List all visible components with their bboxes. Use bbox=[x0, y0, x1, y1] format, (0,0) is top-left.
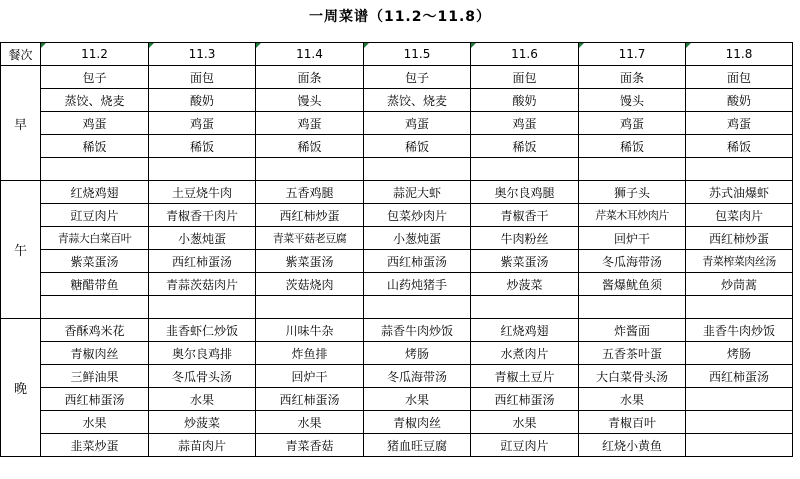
dish-cell: 芹菜木耳炒肉片 bbox=[579, 204, 686, 227]
dish-cell: 狮子头 bbox=[579, 181, 686, 204]
dish-cell: 稀饭 bbox=[364, 135, 471, 158]
meal-label-dinner: 晚 bbox=[1, 319, 41, 457]
dish-cell: 五香茶叶蛋 bbox=[579, 342, 686, 365]
date-header-cell: 11.5 bbox=[364, 43, 471, 66]
dish-cell: 烤肠 bbox=[364, 342, 471, 365]
dish-cell: 川味牛杂 bbox=[256, 319, 364, 342]
table-row bbox=[1, 89, 793, 112]
dish-cell: 豇豆肉片 bbox=[471, 434, 579, 457]
dish-cell: 青蒜大白菜百叶 bbox=[41, 227, 149, 250]
dish-cell: 蒜泥大虾 bbox=[364, 181, 471, 204]
dish-cell: 稀饭 bbox=[41, 135, 149, 158]
dish-cell: 水果 bbox=[149, 388, 256, 411]
dish-cell: 西红柿蛋汤 bbox=[256, 388, 364, 411]
dish-cell: 青椒土豆片 bbox=[471, 365, 579, 388]
dish-cell: 包子 bbox=[364, 66, 471, 89]
dish-cell: 奥尔良鸡排 bbox=[149, 342, 256, 365]
dish-cell: 炸酱面 bbox=[579, 319, 686, 342]
dish-cell: 蒸饺、烧麦 bbox=[41, 89, 149, 112]
dish-cell: 酸奶 bbox=[686, 89, 793, 112]
dish-cell bbox=[364, 296, 471, 319]
dish-cell bbox=[41, 296, 149, 319]
dish-cell: 包子 bbox=[41, 66, 149, 89]
dish-cell bbox=[686, 388, 793, 411]
dish-cell: 大白菜骨头汤 bbox=[579, 365, 686, 388]
dish-cell bbox=[256, 296, 364, 319]
dish-cell bbox=[41, 158, 149, 181]
dish-cell: 水果 bbox=[41, 411, 149, 434]
dish-cell: 冬瓜海带汤 bbox=[364, 365, 471, 388]
dish-cell: 紫菜蛋汤 bbox=[471, 250, 579, 273]
dish-cell: 鸡蛋 bbox=[149, 112, 256, 135]
date-header-cell: 11.7 bbox=[579, 43, 686, 66]
dish-cell: 牛肉粉丝 bbox=[471, 227, 579, 250]
dish-cell: 水果 bbox=[579, 388, 686, 411]
table-row bbox=[1, 342, 793, 365]
dish-cell: 五香鸡腿 bbox=[256, 181, 364, 204]
table-row bbox=[1, 66, 793, 89]
dish-cell: 韭香牛肉炒饭 bbox=[686, 319, 793, 342]
table-row bbox=[1, 204, 793, 227]
dish-cell: 稀饭 bbox=[579, 135, 686, 158]
dish-cell: 土豆烧牛肉 bbox=[149, 181, 256, 204]
dish-cell bbox=[256, 158, 364, 181]
date-header-cell: 11.2 bbox=[41, 43, 149, 66]
dish-cell: 炒茼蒿 bbox=[686, 273, 793, 296]
dish-cell: 韭香虾仁炒饭 bbox=[149, 319, 256, 342]
dish-cell: 山药炖猪手 bbox=[364, 273, 471, 296]
dish-cell: 青椒肉丝 bbox=[364, 411, 471, 434]
dish-cell: 水果 bbox=[364, 388, 471, 411]
table-row bbox=[1, 181, 793, 204]
dish-cell: 青菜平菇老豆腐 bbox=[256, 227, 364, 250]
dish-cell: 炸鱼排 bbox=[256, 342, 364, 365]
dish-cell: 蒜香牛肉炒饭 bbox=[364, 319, 471, 342]
date-header-cell: 11.3 bbox=[149, 43, 256, 66]
dish-cell bbox=[149, 296, 256, 319]
meal-label-breakfast: 早 bbox=[1, 66, 41, 181]
dish-cell: 冬瓜海带汤 bbox=[579, 250, 686, 273]
table-row bbox=[1, 273, 793, 296]
dish-cell: 青椒百叶 bbox=[579, 411, 686, 434]
table-row bbox=[1, 296, 793, 319]
meal-label-lunch: 午 bbox=[1, 181, 41, 319]
dish-cell: 紫菜蛋汤 bbox=[256, 250, 364, 273]
table-row bbox=[1, 135, 793, 158]
dish-cell: 青蒜茨菇肉片 bbox=[149, 273, 256, 296]
dish-cell: 水果 bbox=[471, 411, 579, 434]
dish-cell: 面包 bbox=[149, 66, 256, 89]
menu-table bbox=[0, 42, 793, 457]
dish-cell: 回炉干 bbox=[256, 365, 364, 388]
dish-cell bbox=[579, 296, 686, 319]
dish-cell: 青菜香菇 bbox=[256, 434, 364, 457]
dish-cell bbox=[686, 158, 793, 181]
dish-cell: 西红柿蛋汤 bbox=[41, 388, 149, 411]
dish-cell: 三鲜油果 bbox=[41, 365, 149, 388]
page-title: 一周菜谱（11.2～11.8） bbox=[308, 9, 492, 25]
dish-cell: 回炉干 bbox=[579, 227, 686, 250]
dish-cell: 酸奶 bbox=[149, 89, 256, 112]
dish-cell: 面条 bbox=[579, 66, 686, 89]
dish-cell: 小葱炖蛋 bbox=[364, 227, 471, 250]
dish-cell: 蒸饺、烧麦 bbox=[364, 89, 471, 112]
dish-cell: 包菜肉片 bbox=[686, 204, 793, 227]
dish-cell: 西红柿炒蛋 bbox=[256, 204, 364, 227]
dish-cell: 馒头 bbox=[579, 89, 686, 112]
dish-cell bbox=[149, 158, 256, 181]
dish-cell: 蒜苗肉片 bbox=[149, 434, 256, 457]
dish-cell bbox=[471, 158, 579, 181]
dish-cell: 西红柿炒蛋 bbox=[686, 227, 793, 250]
dish-cell: 稀饭 bbox=[686, 135, 793, 158]
date-header-cell: 11.8 bbox=[686, 43, 793, 66]
dish-cell: 稀饭 bbox=[149, 135, 256, 158]
table-row bbox=[1, 250, 793, 273]
dish-cell bbox=[686, 296, 793, 319]
meal-column-header: 餐次 bbox=[1, 43, 41, 66]
dish-cell: 炒菠菜 bbox=[471, 273, 579, 296]
dish-cell: 西红柿蛋汤 bbox=[364, 250, 471, 273]
dish-cell: 冬瓜骨头汤 bbox=[149, 365, 256, 388]
dish-cell: 青椒香干肉片 bbox=[149, 204, 256, 227]
dish-cell: 糖醋带鱼 bbox=[41, 273, 149, 296]
dish-cell: 面条 bbox=[256, 66, 364, 89]
dish-cell: 红烧鸡翅 bbox=[41, 181, 149, 204]
dish-cell: 青菜榨菜肉丝汤 bbox=[686, 250, 793, 273]
dish-cell: 茨菇烧肉 bbox=[256, 273, 364, 296]
dish-cell: 豇豆肉片 bbox=[41, 204, 149, 227]
dish-cell: 面包 bbox=[686, 66, 793, 89]
dish-cell bbox=[579, 158, 686, 181]
dish-cell: 香酥鸡米花 bbox=[41, 319, 149, 342]
dish-cell: 酱爆鱿鱼须 bbox=[579, 273, 686, 296]
dish-cell: 稀饭 bbox=[256, 135, 364, 158]
dish-cell: 水煮肉片 bbox=[471, 342, 579, 365]
dish-cell: 红烧小黄鱼 bbox=[579, 434, 686, 457]
dish-cell: 炒菠菜 bbox=[149, 411, 256, 434]
table-row bbox=[1, 411, 793, 434]
table-row bbox=[1, 112, 793, 135]
table-row bbox=[1, 158, 793, 181]
dish-cell: 鸡蛋 bbox=[256, 112, 364, 135]
date-header-cell: 11.4 bbox=[256, 43, 364, 66]
table-row bbox=[1, 365, 793, 388]
dish-cell bbox=[364, 158, 471, 181]
dish-cell bbox=[686, 411, 793, 434]
table-row bbox=[1, 388, 793, 411]
dish-cell: 酸奶 bbox=[471, 89, 579, 112]
date-header-cell: 11.6 bbox=[471, 43, 579, 66]
dish-cell: 包菜炒肉片 bbox=[364, 204, 471, 227]
dish-cell: 鸡蛋 bbox=[579, 112, 686, 135]
dish-cell: 西红柿蛋汤 bbox=[686, 365, 793, 388]
dish-cell: 鸡蛋 bbox=[41, 112, 149, 135]
dish-cell: 西红柿蛋汤 bbox=[471, 388, 579, 411]
dish-cell: 鸡蛋 bbox=[686, 112, 793, 135]
table-row bbox=[1, 227, 793, 250]
dish-cell: 水果 bbox=[256, 411, 364, 434]
dish-cell: 鸡蛋 bbox=[364, 112, 471, 135]
dish-cell bbox=[686, 434, 793, 457]
dish-cell bbox=[471, 296, 579, 319]
dish-cell: 鸡蛋 bbox=[471, 112, 579, 135]
dish-cell: 苏式油爆虾 bbox=[686, 181, 793, 204]
dish-cell: 烤肠 bbox=[686, 342, 793, 365]
dish-cell: 红烧鸡翅 bbox=[471, 319, 579, 342]
dish-cell: 馒头 bbox=[256, 89, 364, 112]
dish-cell: 紫菜蛋汤 bbox=[41, 250, 149, 273]
dish-cell: 小葱炖蛋 bbox=[149, 227, 256, 250]
table-row bbox=[1, 319, 793, 342]
dish-cell: 稀饭 bbox=[471, 135, 579, 158]
header-row bbox=[1, 43, 793, 66]
dish-cell: 西红柿蛋汤 bbox=[149, 250, 256, 273]
table-row bbox=[1, 434, 793, 457]
dish-cell: 面包 bbox=[471, 66, 579, 89]
dish-cell: 奥尔良鸡腿 bbox=[471, 181, 579, 204]
dish-cell: 青椒肉丝 bbox=[41, 342, 149, 365]
dish-cell: 青椒香干 bbox=[471, 204, 579, 227]
dish-cell: 韭菜炒蛋 bbox=[41, 434, 149, 457]
dish-cell: 猪血旺豆腐 bbox=[364, 434, 471, 457]
